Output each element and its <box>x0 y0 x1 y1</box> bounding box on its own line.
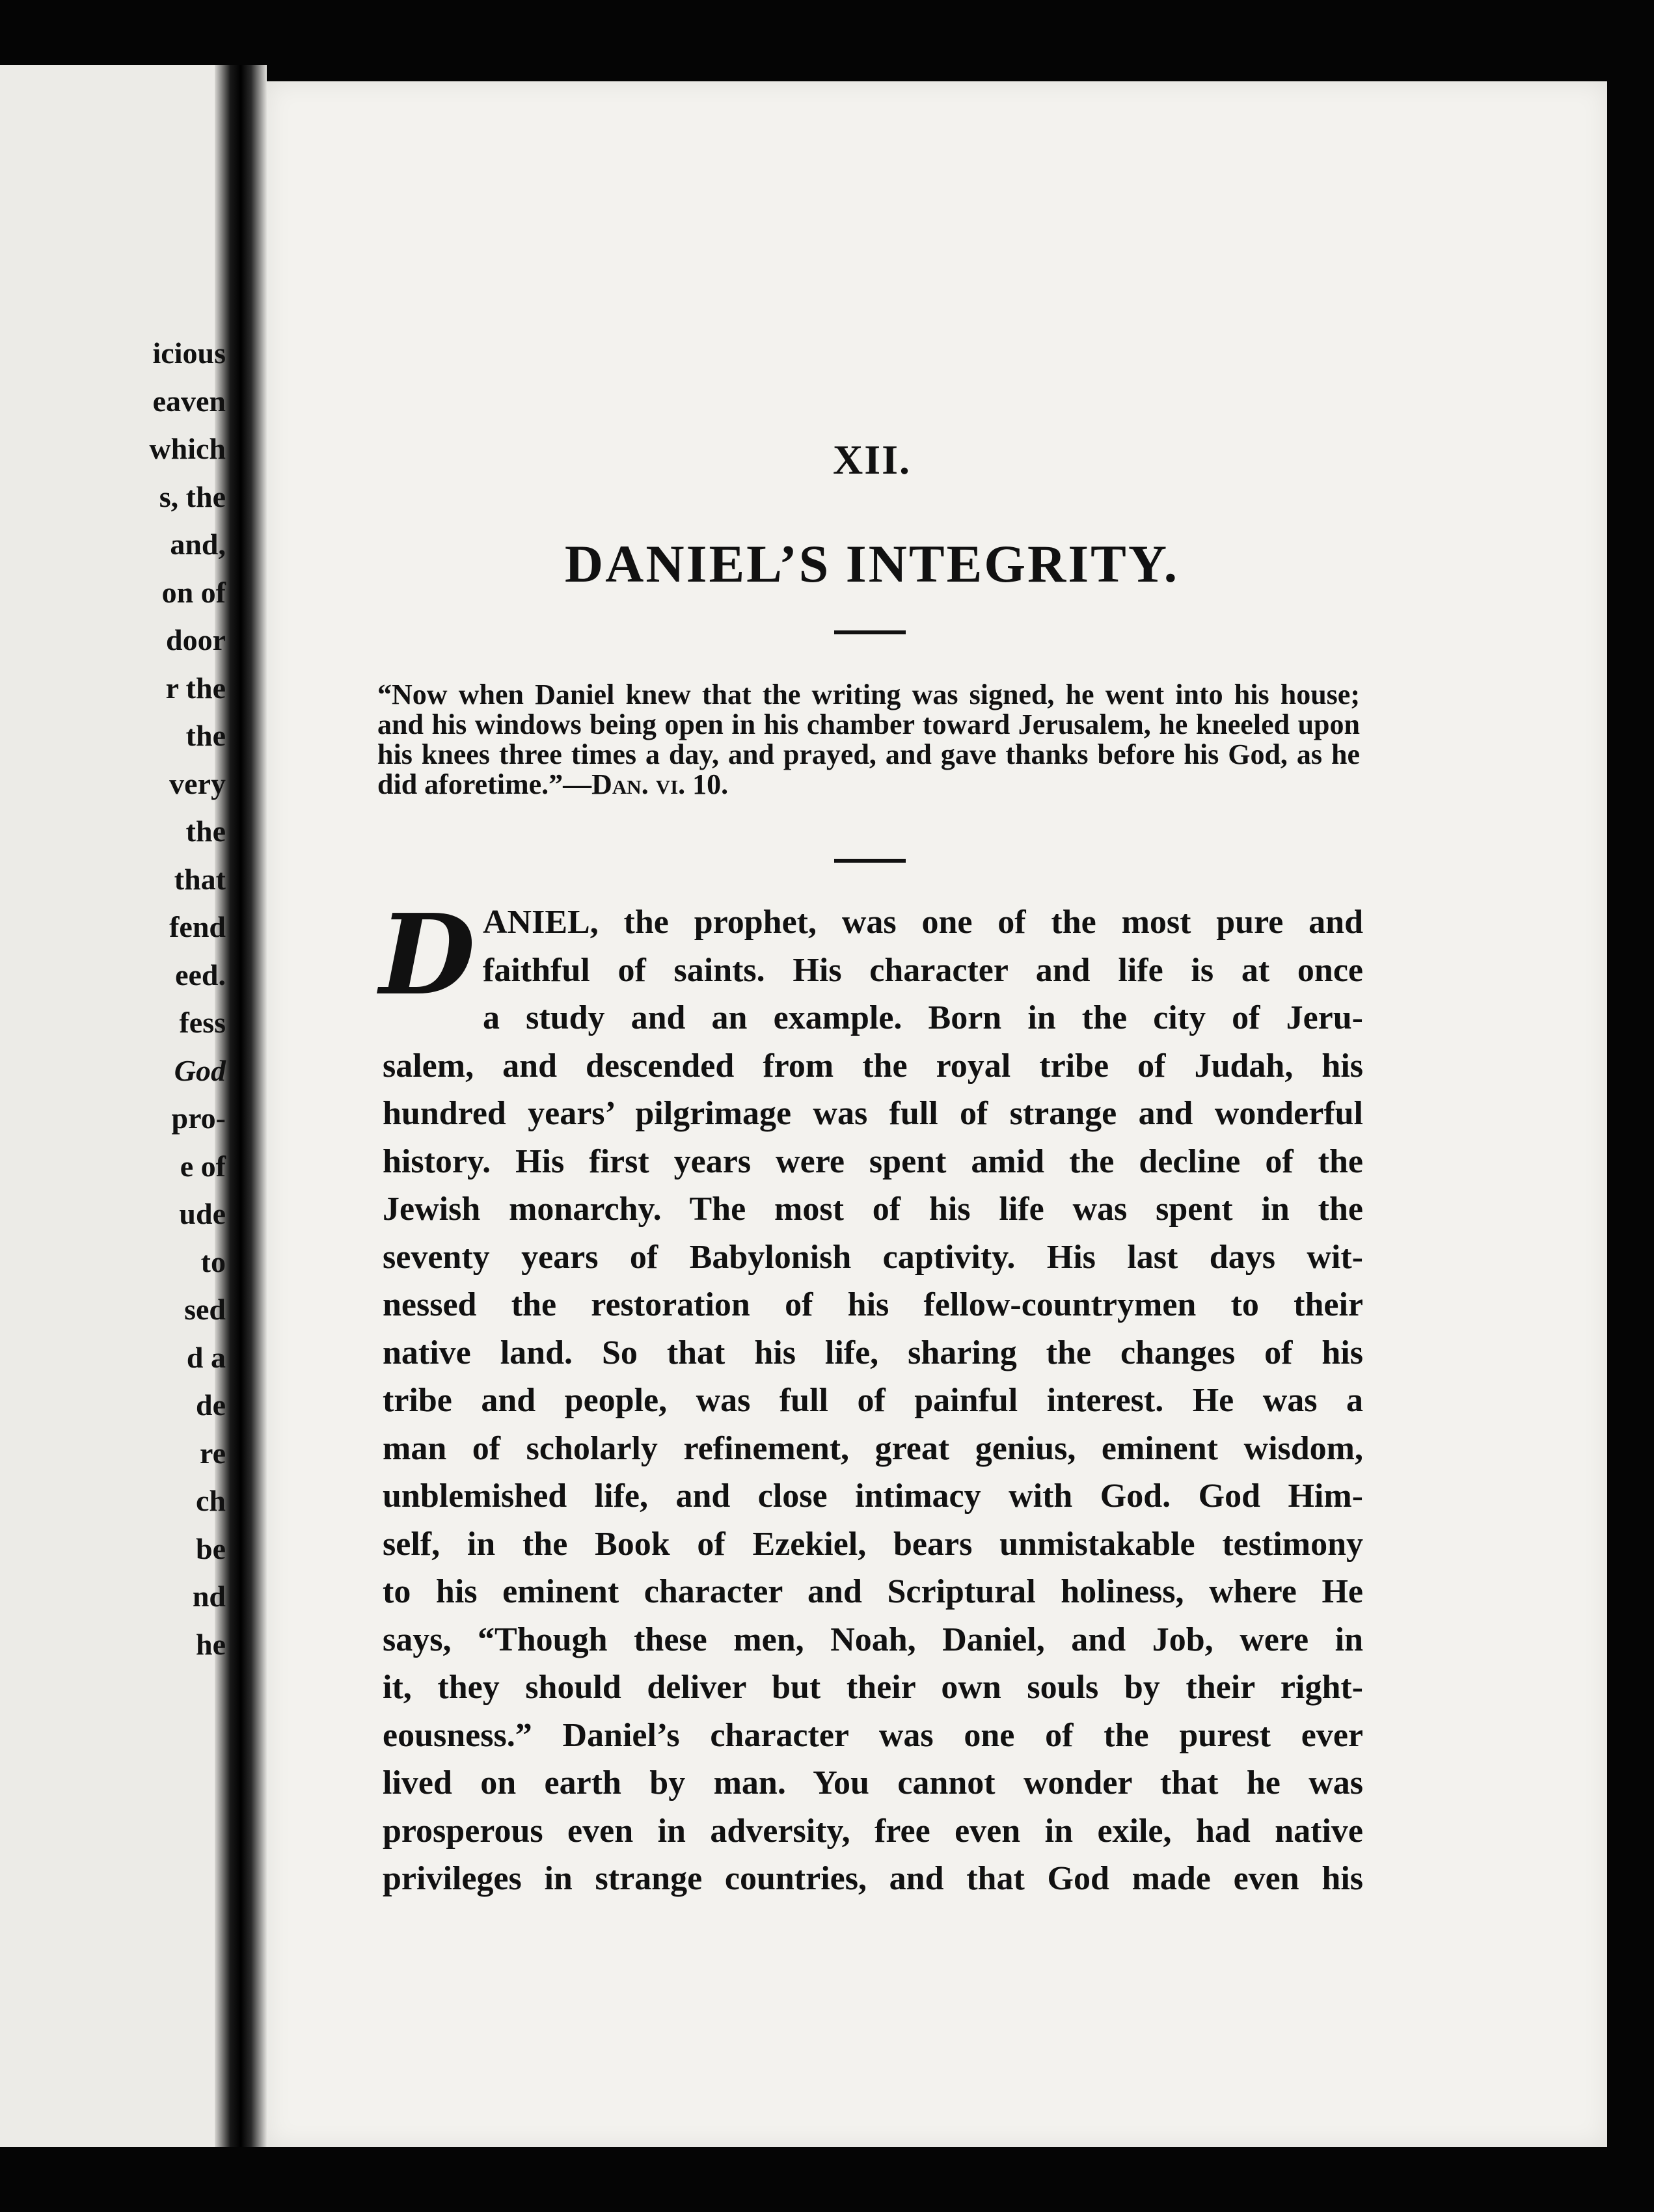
body-line: faithful of saints. His character and life is at once <box>483 951 1363 989</box>
body-line: nessed the restoration of his fellow-countrymen to their <box>383 1286 1363 1323</box>
epigraph-text: “Now when Daniel knew that the writing was signed, he went into his house; and his windows being open in his chamber toward Jerusalem, he kneeled upon his knees three times a day, and prayed, and gave thanks before his God, as he did aforetime.”— <box>377 679 1360 800</box>
body-line: says, “Though these men, Noah, Daniel, and Job, were in <box>383 1621 1363 1658</box>
title-rule <box>834 630 906 634</box>
body-line: native land. So that his life, sharing the changes of his <box>383 1334 1363 1371</box>
body-line: man of scholarly refinement, great genius, eminent wisdom, <box>383 1429 1363 1467</box>
chapter-number: XII. <box>832 437 912 483</box>
left-page-line: r the <box>165 671 226 705</box>
body-line: ANIEL, the prophet, was one of the most pure and <box>483 904 1363 941</box>
body-line: lived on earth by man. You cannot wonder that he was <box>383 1764 1363 1801</box>
body-line: salem, and descended from the royal tribe of Judah, his <box>383 1047 1363 1085</box>
body-line: prosperous even in adversity, free even in exile, had native <box>383 1812 1363 1850</box>
left-page-line: ude <box>179 1197 226 1230</box>
left-page-line: on of <box>161 575 226 609</box>
left-page-line: eaven <box>152 384 226 418</box>
left-page-line: fend <box>169 910 226 943</box>
left-page-line: e of <box>180 1149 226 1183</box>
body-line: tribe and people, was full of painful interest. He was a <box>383 1382 1363 1419</box>
left-page-line: door <box>166 623 226 656</box>
left-page-line: s, the <box>159 479 226 513</box>
epigraph-reference: Dan. vi. 10. <box>591 768 729 800</box>
left-page-line: which <box>149 432 226 465</box>
left-page-line: eed. <box>175 958 226 991</box>
body-line: to his eminent character and Scriptural holiness, where He <box>383 1573 1363 1610</box>
left-page-line: he <box>196 1627 226 1661</box>
drop-cap: D <box>379 890 476 1020</box>
body-line: a study and an example. Born in the city of Jeru- <box>483 999 1363 1036</box>
left-page-line: that <box>174 862 226 896</box>
left-page-line: the <box>185 815 226 848</box>
body-line: it, they should deliver but their own souls by their right- <box>383 1669 1363 1706</box>
left-page-line: icious <box>152 336 226 370</box>
body-line: self, in the Book of Ezekiel, bears unmistakable testimony <box>383 1525 1363 1563</box>
left-page-line: to <box>200 1245 226 1278</box>
body-line: history. His first years were spent amid the decline of the <box>383 1142 1363 1180</box>
chapter-title: DANIEL’S INTEGRITY. <box>564 534 1180 593</box>
body-line: Jewish monarchy. The most of his life was spent in the <box>383 1191 1363 1228</box>
epigraph <box>377 680 1360 800</box>
body-line: seventy years of Babylonish captivity. His last days wit- <box>383 1238 1363 1276</box>
body-line: eousness.” Daniel’s character was one of the purest ever <box>383 1716 1363 1754</box>
left-page-line: d a <box>186 1340 226 1374</box>
left-page-line: nd <box>192 1580 226 1613</box>
left-page-line: and, <box>170 528 226 561</box>
left-page-line: fess <box>179 1006 226 1039</box>
body-line: unblemished life, and close intimacy with God. God Him- <box>383 1477 1363 1515</box>
left-page-line: God <box>174 1053 226 1087</box>
left-page-line: very <box>169 766 226 800</box>
left-page-line: pro- <box>171 1101 226 1135</box>
body-line: hundred years’ pilgrimage was full of strange and wonderful <box>383 1095 1363 1132</box>
left-page-line: de <box>196 1388 226 1422</box>
left-page-line: re <box>199 1436 226 1470</box>
left-page-line: ch <box>196 1484 226 1517</box>
left-page-line: the <box>185 719 226 752</box>
epigraph-rule <box>834 859 906 863</box>
body-line: privileges in strange countries, and that God made even his <box>383 1860 1363 1897</box>
left-page-line: be <box>196 1531 226 1565</box>
left-page-line: sed <box>184 1293 226 1326</box>
